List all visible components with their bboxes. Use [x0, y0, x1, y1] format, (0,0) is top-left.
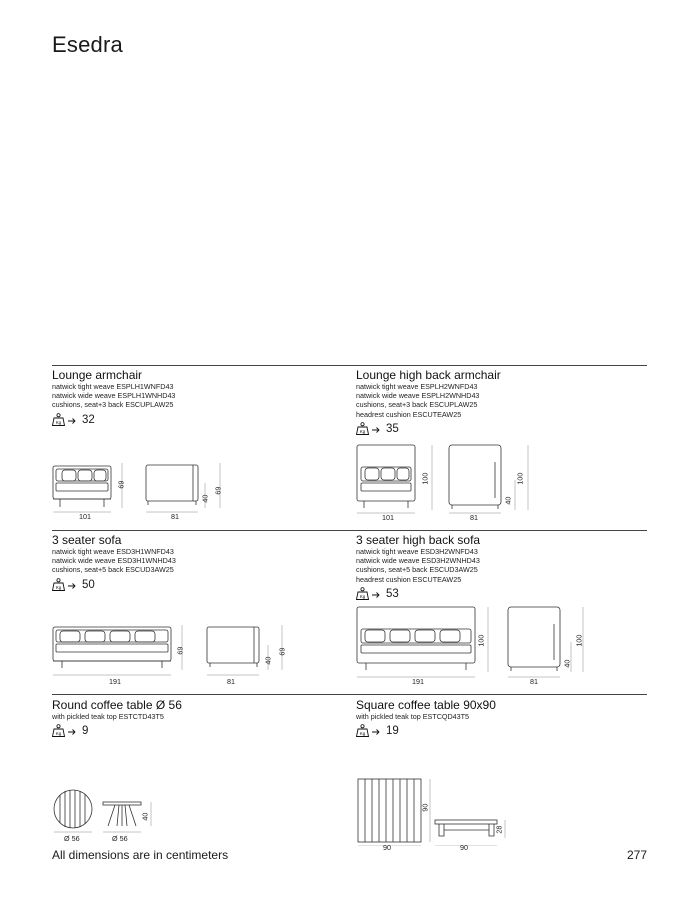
product-lounge-high-back-armchair [356, 369, 501, 436]
product-name: Round coffee table Ø 56 [52, 698, 182, 712]
svg-text:Kg: Kg [55, 419, 62, 425]
weight-row [356, 587, 480, 601]
square-coffee-table-drawing [352, 774, 512, 846]
product-square-coffee-table [356, 699, 496, 738]
svg-text:Kg: Kg [55, 584, 62, 590]
dim-seat-height: 40 [503, 496, 513, 505]
product-spec: headrest cushion ESCUTEAW25 [356, 409, 462, 419]
weight-row [52, 578, 176, 592]
product-spec: natwick tight weave ESD3H2WNFD43 [356, 547, 478, 556]
product-name: 3 seater high back sofa [356, 533, 481, 547]
dim-side-height: 100 [515, 472, 525, 485]
dim-front-height: 100 [476, 634, 486, 647]
weight-value: 9 [82, 725, 89, 738]
product-3-seater-high-back-sofa [356, 534, 480, 601]
product-spec: cushions, seat+3 back ESCUPLAW25 [356, 400, 478, 410]
weight-row [52, 413, 175, 427]
product-spec: cushions, seat+3 back ESCUPLAW25 [52, 400, 174, 410]
dim-side-diameter: Ø 56 [112, 834, 128, 843]
page-title: Esedra [52, 32, 123, 57]
svg-text:Kg: Kg [359, 593, 366, 599]
product-name: Lounge armchair [52, 368, 143, 382]
weight-value: 53 [386, 587, 399, 600]
dim-front-width: 101 [382, 513, 394, 522]
3-seater-sofa-drawing [48, 620, 293, 688]
dim-height: 40 [140, 812, 150, 821]
product-lounge-armchair [52, 369, 175, 427]
weight-row [356, 724, 496, 738]
lounge-armchair-drawing [48, 458, 233, 524]
dim-top-diameter: Ø 56 [64, 834, 80, 843]
weight-kg-icon [356, 724, 382, 738]
product-3-seater-sofa [52, 534, 176, 592]
product-name: Square coffee table 90x90 [356, 698, 496, 712]
dim-front-height: 100 [420, 472, 430, 485]
product-spec: with pickled teak top ESTCTD43T5 [52, 712, 164, 721]
weight-value: 50 [82, 578, 95, 591]
dim-front-width: 101 [79, 512, 91, 521]
weight-value: 32 [82, 413, 95, 426]
product-spec: natwick wide weave ESD3H2WNHD43 [356, 556, 480, 566]
product-spec: natwick tight weave ESPLH2WNFD43 [356, 382, 478, 391]
product-spec: natwick tight weave ESD3H1WNFD43 [52, 547, 174, 556]
dim-seat-height: 40 [200, 494, 210, 503]
weight-kg-icon [356, 587, 382, 601]
product-spec: natwick wide weave ESPLH1WNHD43 [52, 391, 176, 401]
dim-side-height: 69 [277, 647, 287, 656]
section-divider [52, 530, 647, 531]
product-spec: natwick wide weave ESD3H1WNHD43 [52, 556, 176, 566]
dim-side-depth: 81 [470, 513, 478, 522]
weight-kg-icon [52, 578, 78, 592]
footer-note: All dimensions are in centimeters [52, 848, 229, 862]
dim-front-height: 69 [175, 646, 185, 655]
section-divider [52, 365, 647, 366]
product-spec: cushions, seat+5 back ESCUD3AW25 [52, 565, 174, 575]
page-number: 277 [627, 848, 648, 862]
section-divider [52, 694, 647, 695]
svg-text:Kg: Kg [55, 731, 62, 737]
weight-row [52, 724, 182, 738]
product-round-coffee-table [52, 699, 182, 738]
dim-side-height: 69 [213, 486, 223, 495]
product-spec: with pickled teak top ESTCQD43T5 [356, 712, 470, 721]
product-spec: headrest cushion ESCUTEAW25 [356, 574, 462, 584]
dim-top-depth: 90 [420, 803, 430, 812]
weight-kg-icon [52, 413, 78, 427]
product-name: 3 seater sofa [52, 533, 122, 547]
product-name: Lounge high back armchair [356, 368, 501, 382]
dim-front-width: 191 [412, 677, 424, 686]
dim-side-depth: 81 [530, 677, 538, 686]
weight-kg-icon [52, 724, 78, 738]
3-seater-high-back-sofa-drawing [352, 602, 592, 688]
product-spec: natwick wide weave ESPLH2WNHD43 [356, 391, 480, 401]
product-spec: natwick tight weave ESPLH1WNFD43 [52, 382, 174, 391]
dim-side-depth: 81 [227, 677, 235, 686]
dim-side-width: 90 [460, 843, 468, 852]
dim-seat-height: 40 [562, 659, 572, 668]
dim-side-depth: 81 [171, 512, 179, 521]
dim-seat-height: 40 [263, 656, 273, 665]
product-spec: cushions, seat+5 back ESCUD3AW25 [356, 565, 478, 575]
dim-front-height: 69 [116, 480, 126, 489]
svg-text:Kg: Kg [359, 731, 366, 737]
lounge-high-back-armchair-drawing [352, 440, 537, 524]
svg-text:Kg: Kg [359, 428, 366, 434]
weight-value: 35 [386, 422, 399, 435]
weight-value: 19 [386, 725, 399, 738]
weight-row [356, 422, 501, 436]
dim-side-height: 100 [574, 634, 584, 647]
dim-height: 28 [494, 825, 504, 834]
dim-front-width: 191 [109, 677, 121, 686]
weight-kg-icon [356, 422, 382, 436]
dim-top-width: 90 [383, 843, 391, 852]
